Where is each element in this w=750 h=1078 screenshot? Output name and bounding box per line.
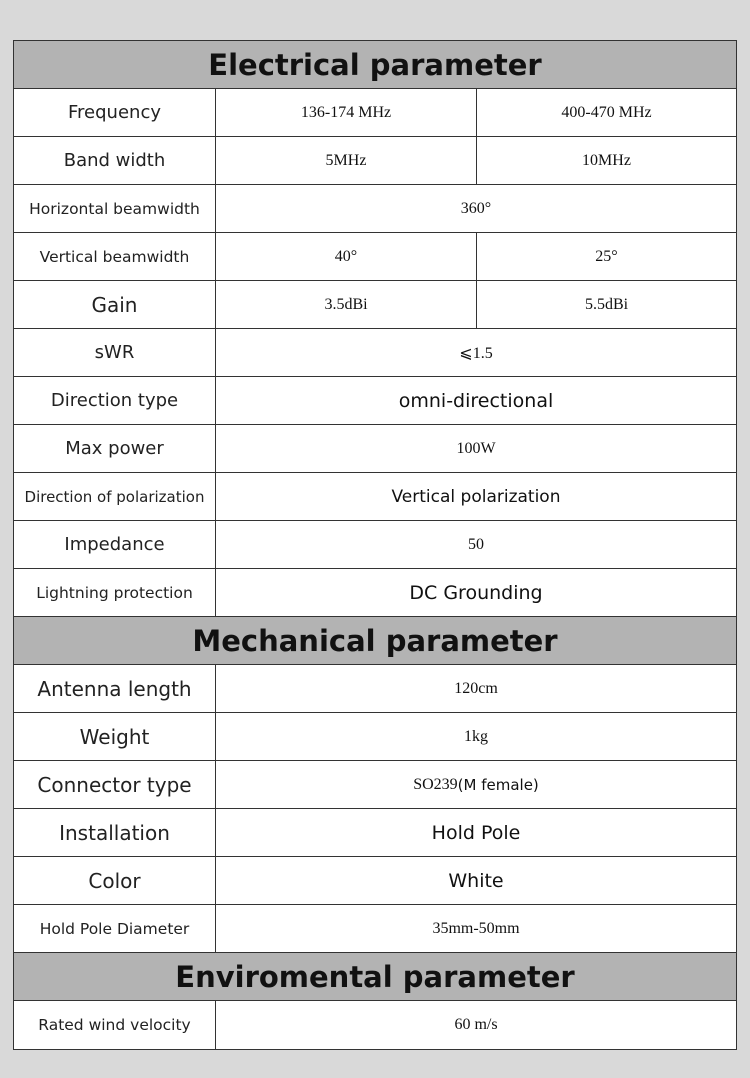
connector-type-model: SO239 xyxy=(413,775,458,793)
connector-type-row xyxy=(14,761,736,809)
horizontal-beamwidth-value: 360° xyxy=(460,199,492,217)
pole-diameter-row xyxy=(14,905,736,953)
frequency-value-1: 136-174 MHz xyxy=(300,103,392,121)
impedance-value: 50 xyxy=(468,535,484,553)
max-power-value: 100W xyxy=(456,439,496,457)
color-label: Color xyxy=(14,857,216,904)
connector-type-gender: (M female) xyxy=(457,775,539,794)
direction-type-value: omni-directional xyxy=(398,389,554,412)
color-row xyxy=(14,857,736,905)
weight-label: Weight xyxy=(14,713,216,760)
impedance-row xyxy=(14,521,736,569)
weight-row xyxy=(14,713,736,761)
frequency-label: Frequency xyxy=(14,89,216,136)
antenna-length-row xyxy=(14,665,736,713)
vertical-beamwidth-label: Vertical beamwidth xyxy=(14,233,216,280)
installation-label: Installation xyxy=(14,809,216,856)
max-power-row xyxy=(14,425,736,473)
electrical-parameter-heading: Electrical parameter xyxy=(14,41,736,89)
gain-value-1: 3.5dBi xyxy=(324,295,368,313)
spec-table xyxy=(13,40,737,1050)
bandwidth-row xyxy=(14,137,736,185)
gain-value-2: 5.5dBi xyxy=(476,281,736,328)
installation-value: Hold Pole xyxy=(431,821,521,844)
connector-type-value xyxy=(216,761,736,808)
frequency-value-2: 400-470 MHz xyxy=(476,89,736,136)
mechanical-parameter-heading: Mechanical parameter xyxy=(14,617,736,665)
wind-velocity-label: Rated wind velocity xyxy=(14,1001,216,1049)
bandwidth-value-1: 5MHz xyxy=(325,151,367,169)
direction-type-row xyxy=(14,377,736,425)
wind-velocity-value: 60 m/s xyxy=(454,1016,498,1033)
max-power-label: Max power xyxy=(14,425,216,472)
vertical-beamwidth-value-2: 25° xyxy=(476,233,736,280)
lightning-protection-value: DC Grounding xyxy=(409,581,543,604)
direction-type-label: Direction type xyxy=(14,377,216,424)
antenna-length-value: 120cm xyxy=(454,679,498,697)
connector-type-label: Connector type xyxy=(14,761,216,808)
bandwidth-value-2: 10MHz xyxy=(476,137,736,184)
impedance-label: Impedance xyxy=(14,521,216,568)
polarization-label: Direction of polarization xyxy=(14,473,216,520)
installation-row xyxy=(14,809,736,857)
swr-value: ⩽1.5 xyxy=(459,344,493,362)
frequency-row xyxy=(14,89,736,137)
bandwidth-label: Band width xyxy=(14,137,216,184)
antenna-length-label: Antenna length xyxy=(14,665,216,712)
gain-row xyxy=(14,281,736,329)
environmental-parameter-heading: Enviromental parameter xyxy=(14,953,736,1001)
pole-diameter-value: 35mm-50mm xyxy=(432,919,520,937)
lightning-protection-row xyxy=(14,569,736,617)
horizontal-beamwidth-row xyxy=(14,185,736,233)
lightning-protection-label: Lightning protection xyxy=(14,569,216,616)
vertical-beamwidth-value-1: 40° xyxy=(334,247,358,265)
swr-row xyxy=(14,329,736,377)
wind-velocity-row xyxy=(14,1001,736,1049)
vertical-beamwidth-row xyxy=(14,233,736,281)
weight-value: 1kg xyxy=(464,727,488,745)
pole-diameter-label: Hold Pole Diameter xyxy=(14,905,216,952)
horizontal-beamwidth-label: Horizontal beamwidth xyxy=(14,185,216,232)
polarization-row xyxy=(14,473,736,521)
color-value: White xyxy=(448,869,504,892)
polarization-value: Vertical polarization xyxy=(391,486,561,507)
swr-label: sWR xyxy=(14,329,216,376)
gain-label: Gain xyxy=(14,281,216,328)
